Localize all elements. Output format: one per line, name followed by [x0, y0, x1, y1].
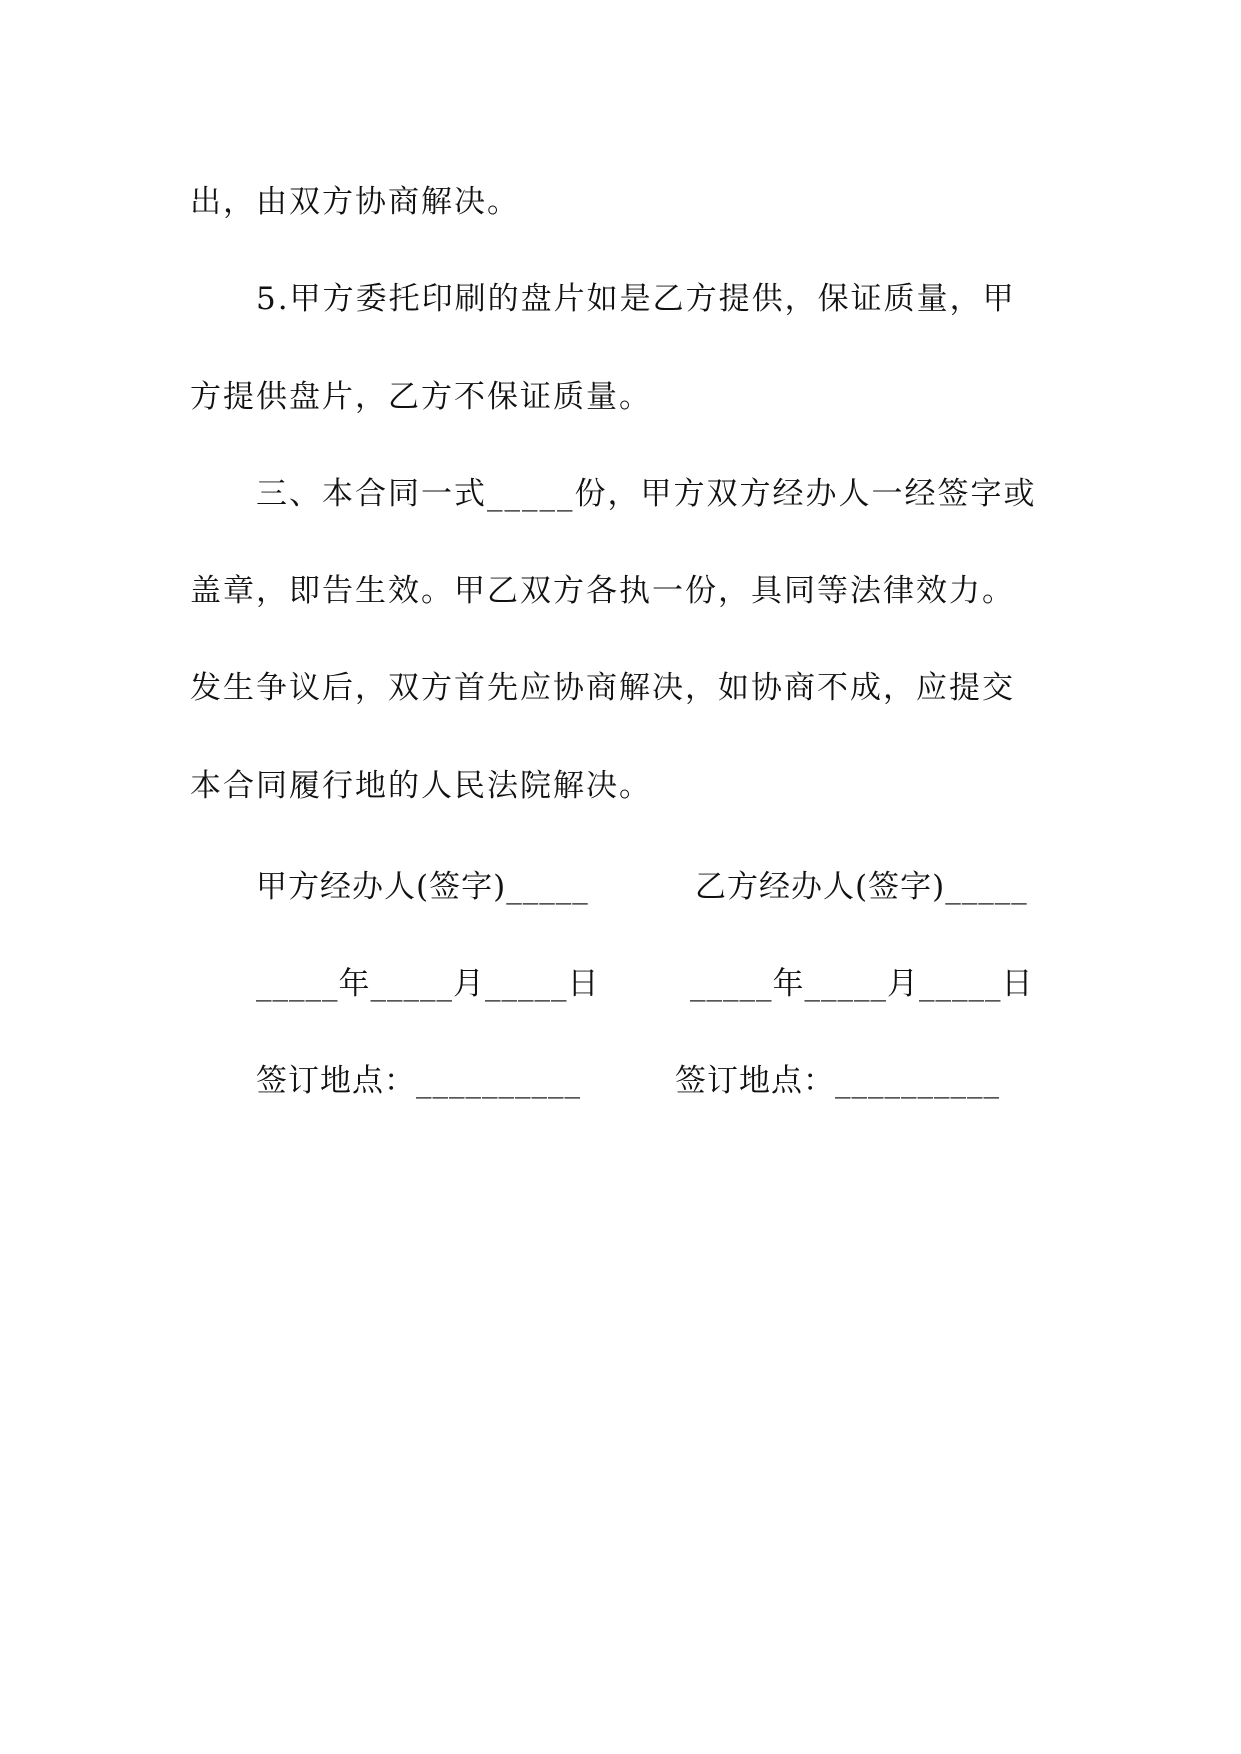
- party-b-date-field: _____年_____月_____日: [690, 966, 1034, 1002]
- section-3-continuation: 本合同履行地的人民法院解决。: [190, 768, 652, 804]
- paragraph-line: 出，由双方协商解决。: [190, 184, 520, 220]
- section-3-line: 三、本合同一式_____份，甲方双方经办人一经签字或: [256, 476, 1037, 512]
- section-3-continuation: 盖章，即告生效。甲乙双方各执一份，具同等法律效力。: [190, 573, 1015, 609]
- party-b-place-field: 签订地点：__________: [675, 1063, 1000, 1099]
- clause-5-continuation: 方提供盘片，乙方不保证质量。: [190, 379, 652, 415]
- party-a-signer-field: 甲方经办人(签字)_____: [256, 869, 589, 905]
- party-a-date-field: _____年_____月_____日: [256, 966, 600, 1002]
- clause-5-line: 5.甲方委托印刷的盘片如是乙方提供，保证质量，甲: [256, 281, 1016, 317]
- section-3-continuation: 发生争议后，双方首先应协商解决，如协商不成，应提交: [190, 670, 1015, 706]
- party-b-signer-field: 乙方经办人(签字)_____: [695, 869, 1028, 905]
- party-a-place-field: 签订地点：__________: [256, 1063, 581, 1099]
